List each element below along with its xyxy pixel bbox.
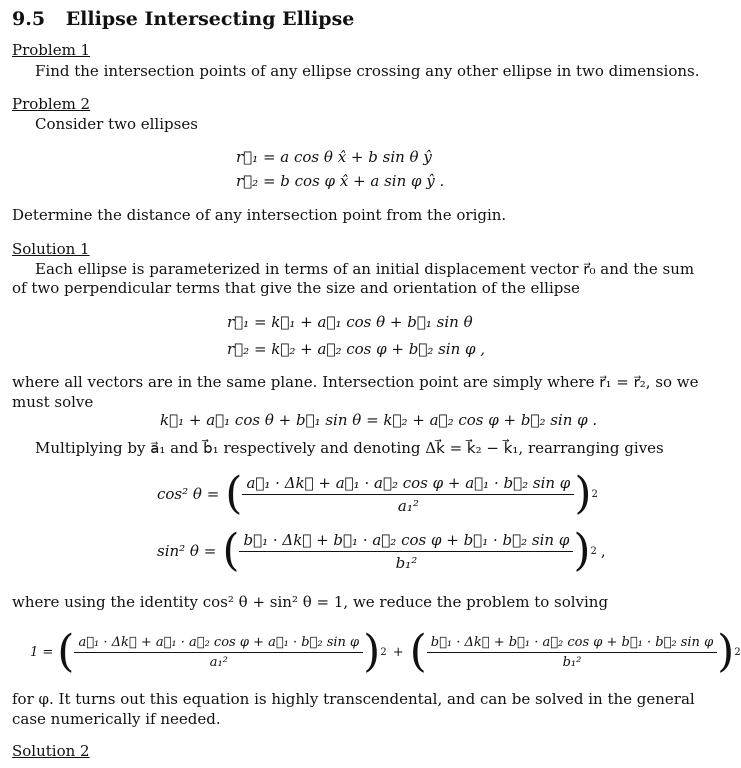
sin-squared-numerator: b⃗₁ · Δk⃗ + b⃗₁ · a⃗₂ cos φ + b⃗₁ · b⃗₂ sin φ	[239, 531, 573, 552]
left-paren: (	[222, 525, 240, 576]
problem1-text: Find the intersection points of any ellipse crossing any other ellipse in two dimensions.	[35, 62, 700, 80]
squared-exponent: 2	[591, 488, 598, 500]
cos-squared-equation	[157, 466, 598, 522]
solution1-para1-line2: of two perpendicular terms that give the size and orientation of the ellipse	[12, 279, 580, 297]
section-title: Ellipse Intersecting Ellipse	[65, 8, 355, 30]
sin-squared-fraction	[239, 531, 573, 572]
comma: ,	[600, 542, 606, 560]
solution1-para4: where using the identity cos² θ + sin² θ = 1, we reduce the problem to solving	[12, 593, 609, 611]
squared-exponent: 2	[380, 646, 387, 658]
section-heading	[12, 8, 354, 30]
solution2-label: Solution 2	[12, 742, 90, 760]
right-paren: )	[574, 468, 592, 519]
final-denominator-1: a₁²	[209, 654, 228, 670]
problem2-eq2: r⃗₂ = b cos φ x̂ + a sin φ ŷ .	[236, 172, 445, 190]
solution1-label: Solution 1	[12, 240, 90, 258]
squared-exponent: 2	[590, 545, 597, 557]
left-paren: (	[57, 626, 75, 677]
solution1-para2-line2: must solve	[12, 393, 94, 411]
solution1-eq3: k⃗₁ + a⃗₁ cos θ + b⃗₁ sin θ = k⃗₂ + a⃗₂ cos φ + b⃗₂ sin φ .	[160, 411, 598, 429]
problem2-question: Determine the distance of any intersection point from the origin.	[12, 206, 507, 224]
problem2-label: Problem 2	[12, 95, 91, 113]
cos-squared-numerator: a⃗₁ · Δk⃗ + a⃗₁ · a⃗₂ cos φ + a⃗₁ · b⃗₂ sin φ	[242, 474, 574, 495]
squared-exponent: 2	[734, 646, 741, 658]
problem2-intro: Consider two ellipses	[35, 115, 198, 133]
left-paren: (	[225, 468, 243, 519]
plus-sign: +	[392, 644, 404, 660]
cos-squared-denominator: a₁²	[397, 496, 419, 515]
solution1-para2-line1: where all vectors are in the same plane. Intersection point are simply where r⃗₁ = r⃗₂, so we	[12, 373, 699, 391]
sin-squared-equation	[157, 523, 606, 579]
solution1-eq1: r⃗₁ = k⃗₁ + a⃗₁ cos θ + b⃗₁ sin θ	[227, 313, 473, 331]
problem2-eq1: r⃗₁ = a cos θ x̂ + b sin θ ŷ	[236, 148, 432, 166]
sin-squared-lhs: sin² θ =	[157, 542, 217, 560]
cos-squared-lhs: cos² θ =	[157, 485, 220, 503]
right-paren: )	[363, 626, 381, 677]
left-paren: (	[409, 626, 427, 677]
problem1-label: Problem 1	[12, 41, 91, 59]
solution1-eq2: r⃗₂ = k⃗₂ + a⃗₂ cos φ + b⃗₂ sin φ ,	[227, 340, 486, 358]
final-fraction-2	[427, 635, 717, 670]
solution1-para5-line2: case numerically if needed.	[12, 710, 221, 728]
final-numerator-1: a⃗₁ · Δk⃗ + a⃗₁ · a⃗₂ cos φ + a⃗₁ · b⃗₂ sin φ	[74, 635, 363, 653]
final-lhs: 1 =	[30, 644, 54, 660]
solution1-para1-line1: Each ellipse is parameterized in terms of an initial displacement vector r⃗₀ and the sum	[35, 260, 695, 278]
solution1-para3: Multiplying by a⃗₁ and b⃗₁ respectively and denoting Δk⃗ = k⃗₂ − k⃗₁, rearranging gives	[35, 439, 664, 457]
sin-squared-denominator: b₁²	[395, 553, 418, 572]
section-number: 9.5	[12, 8, 46, 30]
final-fraction-1	[74, 635, 363, 670]
cos-squared-fraction	[242, 474, 574, 515]
final-denominator-2: b₁²	[562, 654, 582, 670]
final-equation	[30, 622, 741, 682]
final-numerator-2: b⃗₁ · Δk⃗ + b⃗₁ · a⃗₂ cos φ + b⃗₁ · b⃗₂ sin φ	[427, 635, 717, 653]
right-paren: )	[717, 626, 735, 677]
solution1-para5-line1: for φ. It turns out this equation is highly transcendental, and can be solved in the general	[12, 690, 695, 708]
right-paren: )	[573, 525, 591, 576]
